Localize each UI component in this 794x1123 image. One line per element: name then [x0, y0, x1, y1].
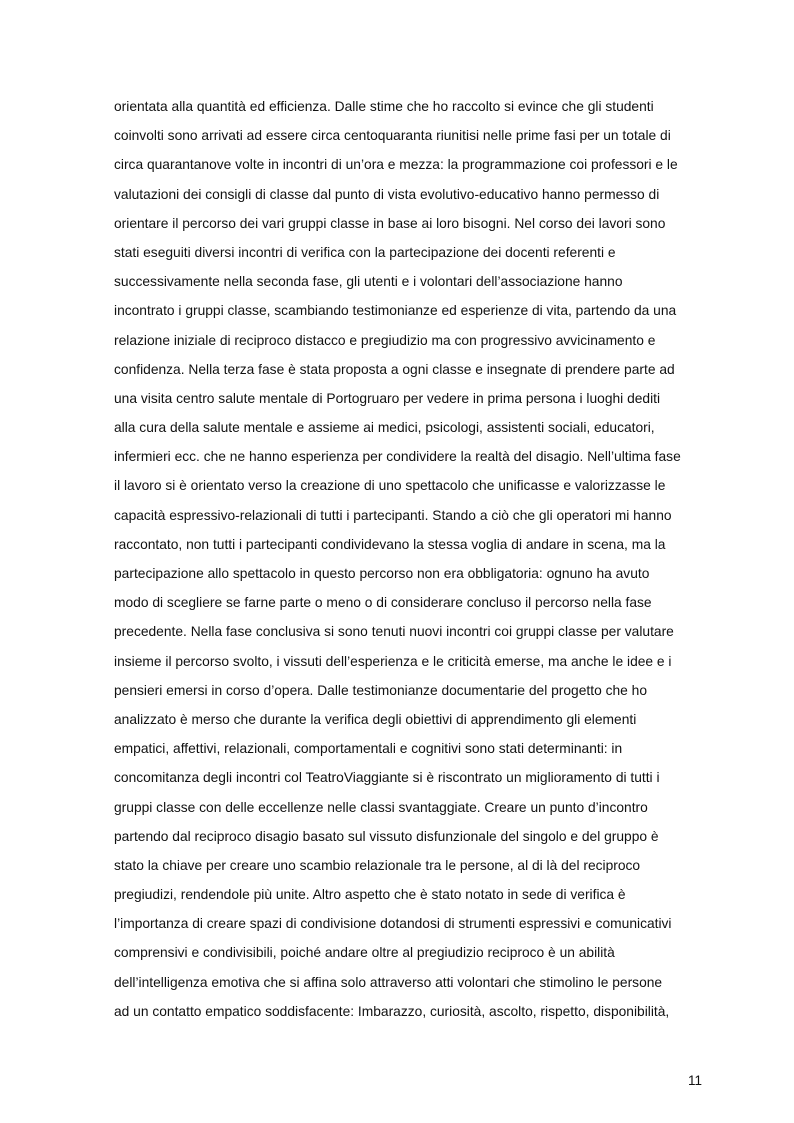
text-line: stati eseguiti diversi incontri di verifica con la partecipazione dei docenti referenti e	[114, 244, 616, 260]
text-line: infermieri ecc. che ne hanno esperienza per condividere la realtà del disagio. Nell’ultima fase	[114, 449, 681, 465]
text-line: capacità espressivo-relazionali di tutti i partecipanti. Stando a ciò che gli operatori mi hanno	[114, 507, 672, 523]
text-line: pregiudizi, rendendole più unite. Altro aspetto che è stato notato in sede di verifica è	[114, 887, 626, 903]
text-line: ad un contatto empatico soddisfacente: Imbarazzo, curiosità, ascolto, rispetto, disponibilità,	[114, 1003, 670, 1019]
text-line: confidenza. Nella terza fase è stata proposta a ogni classe e insegnate di prendere parte ad	[114, 361, 675, 377]
text-line: insieme il percorso svolto, i vissuti dell’esperienza e le criticità emerse, ma anche le idee e i	[114, 653, 672, 669]
text-line: relazione iniziale di reciproco distacco e pregiudizio ma con progressivo avvicinamento e	[114, 332, 656, 348]
text-line: orientata alla quantità ed efficienza. Dalle stime che ho raccolto si evince che gli studenti	[114, 99, 654, 114]
text-line: partendo dal reciproco disagio basato sul vissuto disfunzionale del singolo e del gruppo è	[114, 828, 659, 844]
body-text	[114, 92, 722, 1026]
page-number: 11	[687, 1073, 702, 1088]
text-line: incontrato i gruppi classe, scambiando testimonianze ed esperienze di vita, partendo da una	[114, 303, 677, 319]
text-line: pensieri emersi in corso d’opera. Dalle testimonianze documentarie del progetto che ho	[114, 682, 648, 698]
text-line: concomitanza degli incontri col TeatroViaggiante si è riscontrato un miglioramento di tutti i	[114, 770, 660, 786]
text-line: successivamente nella seconda fase, gli utenti e i volontari dell’associazione hanno	[114, 274, 623, 290]
text-line: dell’intelligenza emotiva che si affina solo attraverso atti volontari che stimolino le persone	[114, 974, 663, 990]
text-line: orientare il percorso dei vari gruppi classe in base ai loro bisogni. Nel corso dei lavori sono	[114, 215, 666, 231]
text-line: circa quarantanove volte in incontri di un’ora e mezza: la programmazione coi professori e le	[114, 157, 678, 173]
text-line: precedente. Nella fase conclusiva si sono tenuti nuovi incontri coi gruppi classe per valutare	[114, 624, 674, 640]
text-line: stato la chiave per creare uno scambio relazionale tra le persone, al di là del reciproco	[114, 857, 641, 873]
text-line: l’importanza di creare spazi di condivisione dotandosi di strumenti espressivi e comunicativi	[114, 916, 672, 932]
text-line: gruppi classe con delle eccellenze nelle classi svantaggiate. Creare un punto d’incontro	[114, 799, 648, 815]
text-line: analizzato è merso che durante la verifica degli obiettivi di apprendimento gli elementi	[114, 711, 637, 727]
text-line: partecipazione allo spettacolo in questo percorso non era obbligatoria: ognuno ha avuto	[114, 566, 650, 581]
text-line: valutazioni dei consigli di classe dal punto di vista evolutivo-educativo hanno permesso di	[114, 186, 660, 202]
text-line: coinvolti sono arrivati ad essere circa centoquaranta riunitisi nelle prime fasi per un totale di	[114, 128, 671, 144]
text-line: raccontato, non tutti i partecipanti condividevano la stessa voglia di andare in scena, ma la	[114, 536, 666, 552]
text-line: modo di scegliere se farne parte o meno o di considerare concluso il percorso nella fase	[114, 595, 652, 611]
text-line: empatici, affettivi, relazionali, comportamentali e cognitivi sono stati determinanti: in	[114, 741, 623, 757]
text-line: comprensivi e condivisibili, poiché andare oltre al pregiudizio reciproco è un abilità	[114, 945, 615, 961]
text-line: una visita centro salute mentale di Portogruaro per vedere in prima persona i luoghi dediti	[114, 390, 661, 406]
text-line: alla cura della salute mentale e assieme ai medici, psicologi, assistenti sociali, educatori,	[114, 420, 655, 436]
text-line: il lavoro si è orientato verso la creazione di uno spettacolo che unificasse e valorizzasse le	[114, 478, 666, 494]
